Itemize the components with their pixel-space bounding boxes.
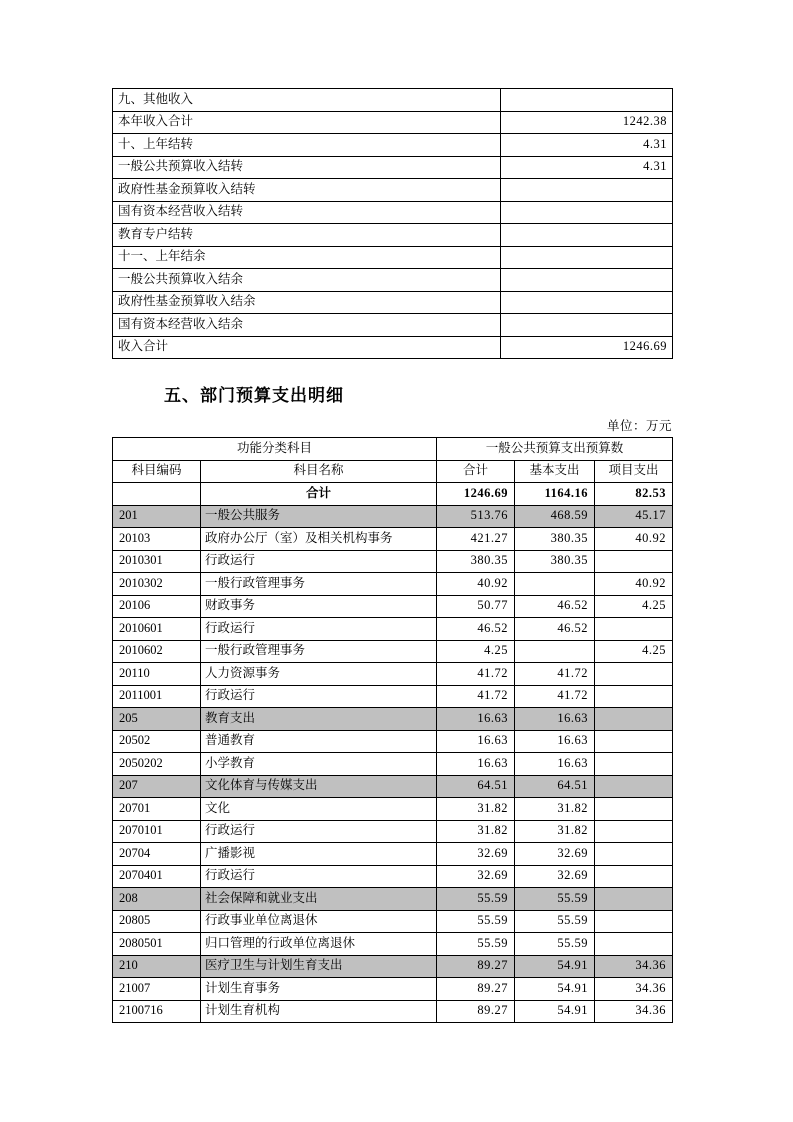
cell-name: 计划生育机构	[201, 1000, 437, 1023]
table-row	[113, 640, 673, 663]
table-row	[113, 528, 673, 551]
cell-project	[595, 753, 673, 776]
cell-code: 20502	[113, 730, 201, 753]
cell-project	[595, 618, 673, 641]
cell-project	[595, 663, 673, 686]
cell-total: 41.72	[437, 663, 515, 686]
cell-name: 行政运行	[201, 550, 437, 573]
cell-name: 行政事业单位离退休	[201, 910, 437, 933]
cell-code: 20103	[113, 528, 201, 551]
table-row	[113, 291, 673, 314]
cell-code: 2011001	[113, 685, 201, 708]
cell-total: 41.72	[437, 685, 515, 708]
cell-project	[595, 933, 673, 956]
cell-basic: 16.63	[515, 730, 595, 753]
header-group-budget: 一般公共预算支出预算数	[437, 438, 673, 461]
cell-total: 4.25	[437, 640, 515, 663]
cell-project	[595, 820, 673, 843]
table-row	[113, 865, 673, 888]
cell-code: 2010602	[113, 640, 201, 663]
income-row-value: 4.31	[501, 134, 673, 157]
table-row	[113, 685, 673, 708]
table-row	[113, 955, 673, 978]
cell-project	[595, 775, 673, 798]
table-row	[113, 156, 673, 179]
header-row-columns	[113, 460, 673, 483]
cell-project: 40.92	[595, 573, 673, 596]
cell-basic: 16.63	[515, 753, 595, 776]
cell-basic: 31.82	[515, 820, 595, 843]
table-row	[113, 336, 673, 359]
header-group-functional: 功能分类科目	[113, 438, 437, 461]
page-title: 五、部门预算支出明细	[164, 386, 344, 405]
header-col-total: 合计	[437, 460, 515, 483]
table-row	[113, 933, 673, 956]
cell-basic: 55.59	[515, 910, 595, 933]
cell-name: 政府办公厅（室）及相关机构事务	[201, 528, 437, 551]
cell-name: 教育支出	[201, 708, 437, 731]
total-cell-name: 合计	[201, 483, 437, 506]
cell-project	[595, 730, 673, 753]
cell-name: 一般行政管理事务	[201, 640, 437, 663]
cell-basic	[515, 640, 595, 663]
cell-code: 20106	[113, 595, 201, 618]
income-row-label: 一般公共预算收入结余	[113, 269, 501, 292]
cell-name: 行政运行	[201, 685, 437, 708]
cell-code: 205	[113, 708, 201, 731]
cell-name: 一般公共服务	[201, 505, 437, 528]
income-row-value: 1242.38	[501, 111, 673, 134]
income-row-value	[501, 89, 673, 112]
income-row-label: 教育专户结转	[113, 224, 501, 247]
cell-total: 89.27	[437, 978, 515, 1001]
table-row	[113, 820, 673, 843]
cell-project	[595, 708, 673, 731]
cell-project: 4.25	[595, 640, 673, 663]
cell-basic: 55.59	[515, 888, 595, 911]
cell-basic: 468.59	[515, 505, 595, 528]
table-row	[113, 888, 673, 911]
cell-basic: 16.63	[515, 708, 595, 731]
cell-project: 4.25	[595, 595, 673, 618]
cell-basic: 55.59	[515, 933, 595, 956]
table-row	[113, 550, 673, 573]
income-row-value	[501, 179, 673, 202]
cell-name: 计划生育事务	[201, 978, 437, 1001]
total-cell-code	[113, 483, 201, 506]
table-row	[113, 708, 673, 731]
table-row	[113, 730, 673, 753]
income-row-value	[501, 291, 673, 314]
table-row	[113, 224, 673, 247]
total-cell-project: 82.53	[595, 483, 673, 506]
cell-basic: 54.91	[515, 955, 595, 978]
cell-project	[595, 910, 673, 933]
cell-total: 421.27	[437, 528, 515, 551]
income-row-value	[501, 269, 673, 292]
cell-basic: 46.52	[515, 618, 595, 641]
cell-total: 32.69	[437, 865, 515, 888]
cell-code: 2080501	[113, 933, 201, 956]
cell-project	[595, 550, 673, 573]
cell-code: 20110	[113, 663, 201, 686]
cell-basic: 41.72	[515, 663, 595, 686]
cell-code: 2070101	[113, 820, 201, 843]
cell-name: 归口管理的行政单位离退休	[201, 933, 437, 956]
cell-total: 64.51	[437, 775, 515, 798]
table-row	[113, 978, 673, 1001]
cell-basic: 32.69	[515, 843, 595, 866]
table-row	[113, 798, 673, 821]
cell-code: 2010302	[113, 573, 201, 596]
cell-total: 31.82	[437, 820, 515, 843]
cell-total: 55.59	[437, 888, 515, 911]
income-row-label: 国有资本经营收入结转	[113, 201, 501, 224]
cell-basic: 54.91	[515, 1000, 595, 1023]
cell-code: 21007	[113, 978, 201, 1001]
cell-code: 201	[113, 505, 201, 528]
cell-project: 34.36	[595, 978, 673, 1001]
cell-project	[595, 843, 673, 866]
income-table-body	[113, 89, 673, 359]
table-row	[113, 618, 673, 641]
cell-total: 46.52	[437, 618, 515, 641]
total-cell-basic: 1164.16	[515, 483, 595, 506]
table-row	[113, 753, 673, 776]
income-row-label: 一般公共预算收入结转	[113, 156, 501, 179]
cell-name: 文化	[201, 798, 437, 821]
cell-name: 广播影视	[201, 843, 437, 866]
table-row	[113, 1000, 673, 1023]
table-row	[113, 910, 673, 933]
table-row	[113, 269, 673, 292]
cell-name: 文化体育与传媒支出	[201, 775, 437, 798]
cell-code: 2050202	[113, 753, 201, 776]
income-row-value	[501, 224, 673, 247]
table-row	[113, 663, 673, 686]
cell-project: 34.36	[595, 1000, 673, 1023]
table-row	[113, 573, 673, 596]
cell-total: 55.59	[437, 910, 515, 933]
cell-code: 2010301	[113, 550, 201, 573]
cell-total: 31.82	[437, 798, 515, 821]
cell-basic: 32.69	[515, 865, 595, 888]
income-row-value	[501, 314, 673, 337]
cell-code: 208	[113, 888, 201, 911]
table-row	[113, 246, 673, 269]
cell-project	[595, 798, 673, 821]
cell-name: 人力资源事务	[201, 663, 437, 686]
income-detail-table	[112, 88, 673, 359]
cell-total: 513.76	[437, 505, 515, 528]
income-row-value	[501, 246, 673, 269]
cell-total: 16.63	[437, 730, 515, 753]
table-row	[113, 314, 673, 337]
income-row-label: 本年收入合计	[113, 111, 501, 134]
cell-code: 2070401	[113, 865, 201, 888]
expense-table-head	[113, 438, 673, 483]
total-cell-total: 1246.69	[437, 483, 515, 506]
header-row-group	[113, 438, 673, 461]
expense-detail-table	[112, 437, 673, 1023]
cell-code: 20805	[113, 910, 201, 933]
cell-project	[595, 888, 673, 911]
table-row	[113, 111, 673, 134]
cell-project	[595, 865, 673, 888]
cell-basic: 64.51	[515, 775, 595, 798]
cell-project: 34.36	[595, 955, 673, 978]
cell-total: 55.59	[437, 933, 515, 956]
cell-basic: 380.35	[515, 550, 595, 573]
cell-name: 普通教育	[201, 730, 437, 753]
cell-total: 89.27	[437, 1000, 515, 1023]
cell-code: 210	[113, 955, 201, 978]
cell-code: 20701	[113, 798, 201, 821]
header-col-code: 科目编码	[113, 460, 201, 483]
cell-project: 45.17	[595, 505, 673, 528]
income-row-label: 十一、上年结余	[113, 246, 501, 269]
header-col-basic: 基本支出	[515, 460, 595, 483]
header-col-name: 科目名称	[201, 460, 437, 483]
cell-basic: 380.35	[515, 528, 595, 551]
cell-name: 行政运行	[201, 618, 437, 641]
income-row-value	[501, 201, 673, 224]
income-row-label: 九、其他收入	[113, 89, 501, 112]
cell-total: 16.63	[437, 708, 515, 731]
expense-total-row	[113, 483, 673, 506]
income-row-value: 4.31	[501, 156, 673, 179]
income-row-label: 国有资本经营收入结余	[113, 314, 501, 337]
cell-total: 16.63	[437, 753, 515, 776]
cell-total: 40.92	[437, 573, 515, 596]
cell-name: 行政运行	[201, 820, 437, 843]
table-row	[113, 134, 673, 157]
cell-basic: 31.82	[515, 798, 595, 821]
cell-name: 医疗卫生与计划生育支出	[201, 955, 437, 978]
cell-name: 行政运行	[201, 865, 437, 888]
income-row-label: 政府性基金预算收入结转	[113, 179, 501, 202]
cell-total: 380.35	[437, 550, 515, 573]
cell-project	[595, 685, 673, 708]
cell-total: 32.69	[437, 843, 515, 866]
cell-basic: 41.72	[515, 685, 595, 708]
cell-total: 89.27	[437, 955, 515, 978]
table-row	[113, 201, 673, 224]
income-row-value: 1246.69	[501, 336, 673, 359]
table-row	[113, 179, 673, 202]
cell-basic: 46.52	[515, 595, 595, 618]
cell-code: 2010601	[113, 618, 201, 641]
table-row	[113, 505, 673, 528]
cell-basic: 54.91	[515, 978, 595, 1001]
cell-name: 一般行政管理事务	[201, 573, 437, 596]
cell-project: 40.92	[595, 528, 673, 551]
table-row	[113, 595, 673, 618]
cell-code: 20704	[113, 843, 201, 866]
cell-code: 2100716	[113, 1000, 201, 1023]
cell-name: 社会保障和就业支出	[201, 888, 437, 911]
expense-table-body	[113, 483, 673, 1023]
table-row	[113, 843, 673, 866]
cell-total: 50.77	[437, 595, 515, 618]
income-row-label: 政府性基金预算收入结余	[113, 291, 501, 314]
income-row-label: 十、上年结转	[113, 134, 501, 157]
cell-basic	[515, 573, 595, 596]
cell-code: 207	[113, 775, 201, 798]
table-row	[113, 775, 673, 798]
unit-label: 单位：万元	[606, 419, 672, 433]
header-col-project: 项目支出	[595, 460, 673, 483]
income-row-label: 收入合计	[113, 336, 501, 359]
table-row	[113, 89, 673, 112]
cell-name: 小学教育	[201, 753, 437, 776]
cell-name: 财政事务	[201, 595, 437, 618]
